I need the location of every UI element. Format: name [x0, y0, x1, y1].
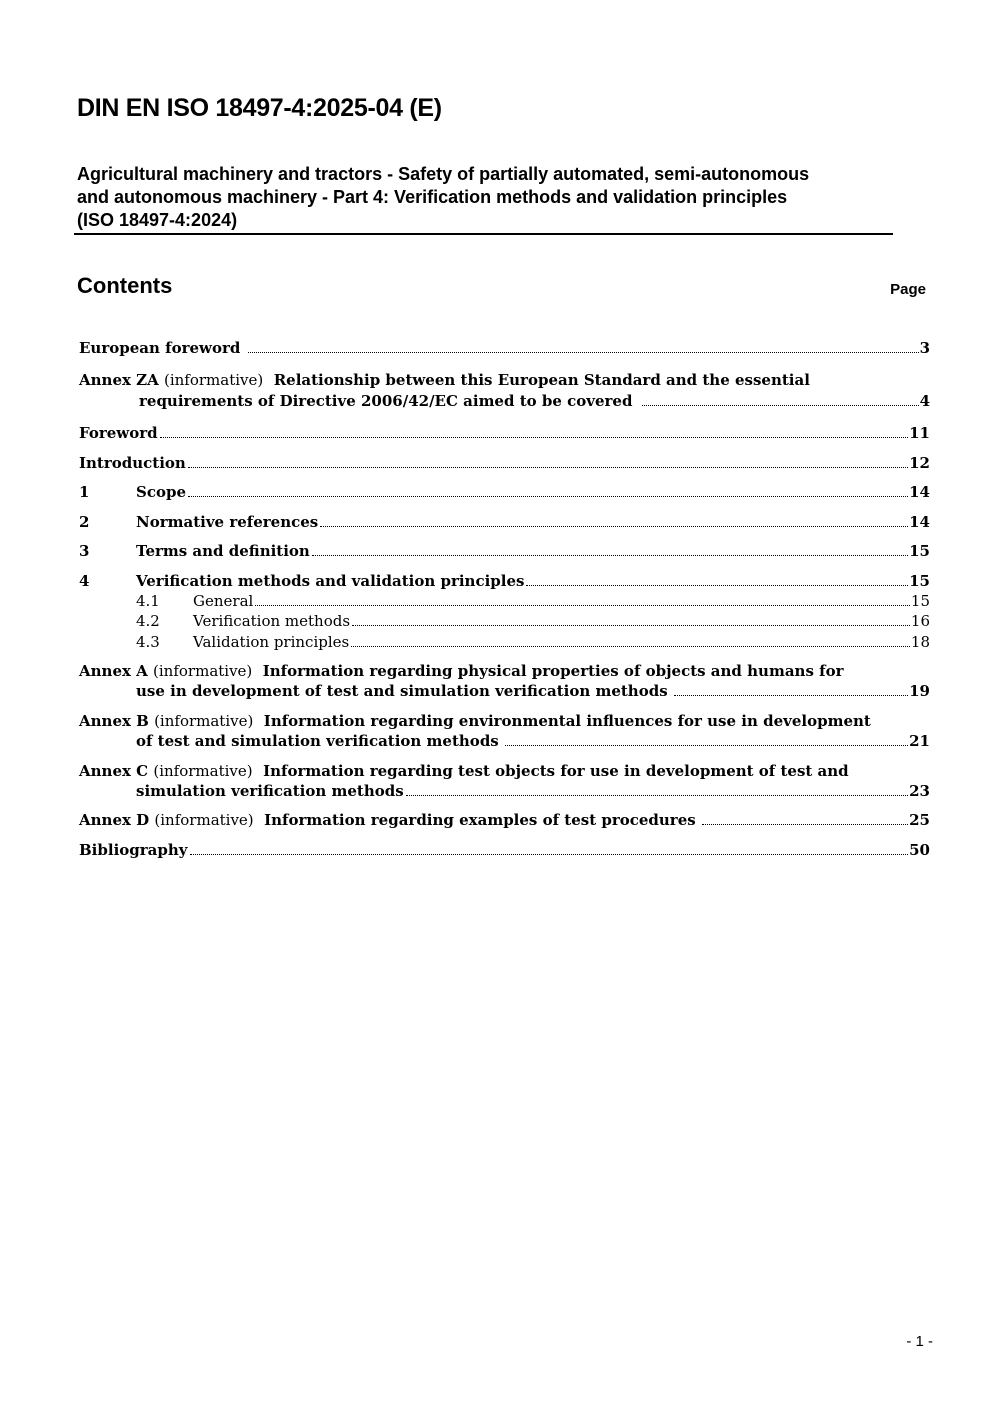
toc-page-number: 15: [910, 592, 930, 610]
document-id: DIN EN ISO 18497-4:2025-04 (E): [77, 94, 442, 122]
dot-leader: [248, 352, 918, 353]
subclause-number: 4.1: [136, 592, 160, 610]
dot-leader: [255, 605, 910, 606]
annex-prefix: Annex B: [79, 712, 149, 730]
annex-title-line-1: Relationship between this European Standard and the essential: [273, 371, 810, 389]
toc-page-number: 18: [910, 633, 930, 651]
toc-entry-clause[interactable]: [79, 540, 930, 560]
toc-label: Verification methods and validation principles: [136, 572, 525, 590]
toc-page-number: 50: [909, 841, 930, 859]
toc-entry-annex-b-continued[interactable]: [79, 730, 930, 750]
toc-page-number: 14: [909, 483, 930, 501]
toc-entry-subclause[interactable]: [79, 631, 930, 651]
dot-leader: [702, 824, 908, 825]
toc-page-number: 16: [910, 612, 930, 630]
toc-entry-annex-c-continued[interactable]: [79, 780, 930, 800]
toc-entry-clause[interactable]: [79, 481, 930, 501]
dot-leader: [642, 405, 918, 406]
toc-page-number: 3: [919, 339, 930, 357]
toc-entry-bibliography[interactable]: [79, 839, 930, 859]
toc-entry-subclause[interactable]: [79, 590, 930, 610]
toc-page-number: 15: [909, 572, 930, 590]
toc-page-number: 15: [909, 542, 930, 560]
toc-label: Scope: [136, 483, 187, 501]
toc-label: Normative references: [136, 513, 319, 531]
dot-leader: [674, 695, 908, 696]
dot-leader: [406, 795, 908, 796]
toc-label: Validation principles: [193, 633, 350, 651]
toc-entry-annex-za-continued[interactable]: [79, 390, 930, 410]
dot-leader: [351, 646, 910, 647]
clause-number: 4: [79, 572, 90, 590]
toc-page-number: 19: [909, 682, 930, 700]
toc-entry-subclause[interactable]: [79, 610, 930, 630]
clause-number: 3: [79, 542, 90, 560]
annex-prefix: Annex D: [79, 811, 150, 829]
toc-page-number: 12: [909, 454, 930, 472]
page-column-heading: Page: [890, 281, 926, 298]
dot-leader: [505, 745, 908, 746]
toc-page-number: 21: [909, 732, 930, 750]
toc-entry-clause[interactable]: [79, 511, 930, 531]
toc-entry-annex-d[interactable]: [79, 809, 930, 829]
toc-label: European foreword: [79, 339, 241, 357]
annex-title-line-2: requirements of Directive 2006/42/EC aimed to be covered: [139, 392, 633, 410]
annex-title-line-2: of test and simulation verification methods: [136, 732, 499, 750]
annex-kind: (informative): [153, 662, 253, 680]
annex-kind: (informative): [154, 712, 254, 730]
toc-entry-foreword[interactable]: [79, 422, 930, 442]
dot-leader: [526, 585, 908, 586]
toc-page-number: 25: [909, 811, 930, 829]
subclause-number: 4.2: [136, 612, 160, 630]
table-of-contents: [79, 0, 930, 1403]
dot-leader: [188, 467, 908, 468]
toc-entry-annex-c[interactable]: [79, 760, 930, 780]
annex-prefix: Annex A: [79, 662, 148, 680]
toc-label: Verification methods: [193, 612, 351, 630]
toc-page-number: 11: [909, 424, 930, 442]
toc-page-number: 14: [909, 513, 930, 531]
dot-leader: [312, 555, 908, 556]
toc-entry-annex-a-continued[interactable]: [79, 680, 930, 700]
toc-label: Introduction: [79, 454, 186, 472]
toc-entry-european-foreword[interactable]: [79, 337, 930, 357]
contents-heading: Contents: [77, 273, 173, 298]
dot-leader: [352, 625, 910, 626]
page-number: - 1 -: [906, 1333, 933, 1350]
dot-leader: [188, 496, 908, 497]
dot-leader: [320, 526, 908, 527]
annex-title-line-1: Information regarding test objects for use in development of test and: [263, 762, 849, 780]
annex-title-line-2: simulation verification methods: [136, 782, 404, 800]
annex-title-line-1: Information regarding environmental influences for use in development: [263, 712, 871, 730]
annex-title-line-1: Information regarding examples of test procedures: [264, 811, 696, 829]
annex-prefix: Annex C: [79, 762, 149, 780]
toc-label: Terms and definition: [136, 542, 310, 560]
dot-leader: [190, 854, 909, 855]
annex-title-line-2: use in development of test and simulation verification methods: [136, 682, 668, 700]
subclause-number: 4.3: [136, 633, 160, 651]
toc-label: General: [193, 592, 254, 610]
annex-prefix: Annex ZA: [79, 371, 159, 389]
toc-entry-annex-za[interactable]: [79, 369, 930, 389]
toc-label: Bibliography: [79, 841, 188, 859]
annex-kind: (informative): [163, 371, 264, 389]
clause-number: 1: [79, 483, 90, 501]
toc-entry-clause[interactable]: [79, 570, 930, 590]
annex-kind: (informative): [154, 811, 254, 829]
annex-title-line-1: Information regarding physical properties of objects and humans for: [262, 662, 844, 680]
clause-number: 2: [79, 513, 90, 531]
toc-label: Foreword: [79, 424, 158, 442]
document-title: Agricultural machinery and tractors - Safety of partially automated, semi-autonomous and autonomous machinery - Part 4: Verification methods and validation principles (ISO 18497-4:2024): [77, 164, 810, 230]
toc-page-number: 23: [909, 782, 930, 800]
toc-entry-introduction[interactable]: [79, 452, 930, 472]
toc-entry-annex-b[interactable]: [79, 710, 930, 730]
toc-page-number: 4: [919, 392, 930, 410]
annex-kind: (informative): [153, 762, 253, 780]
toc-entry-annex-a[interactable]: [79, 660, 930, 680]
dot-leader: [160, 437, 909, 438]
